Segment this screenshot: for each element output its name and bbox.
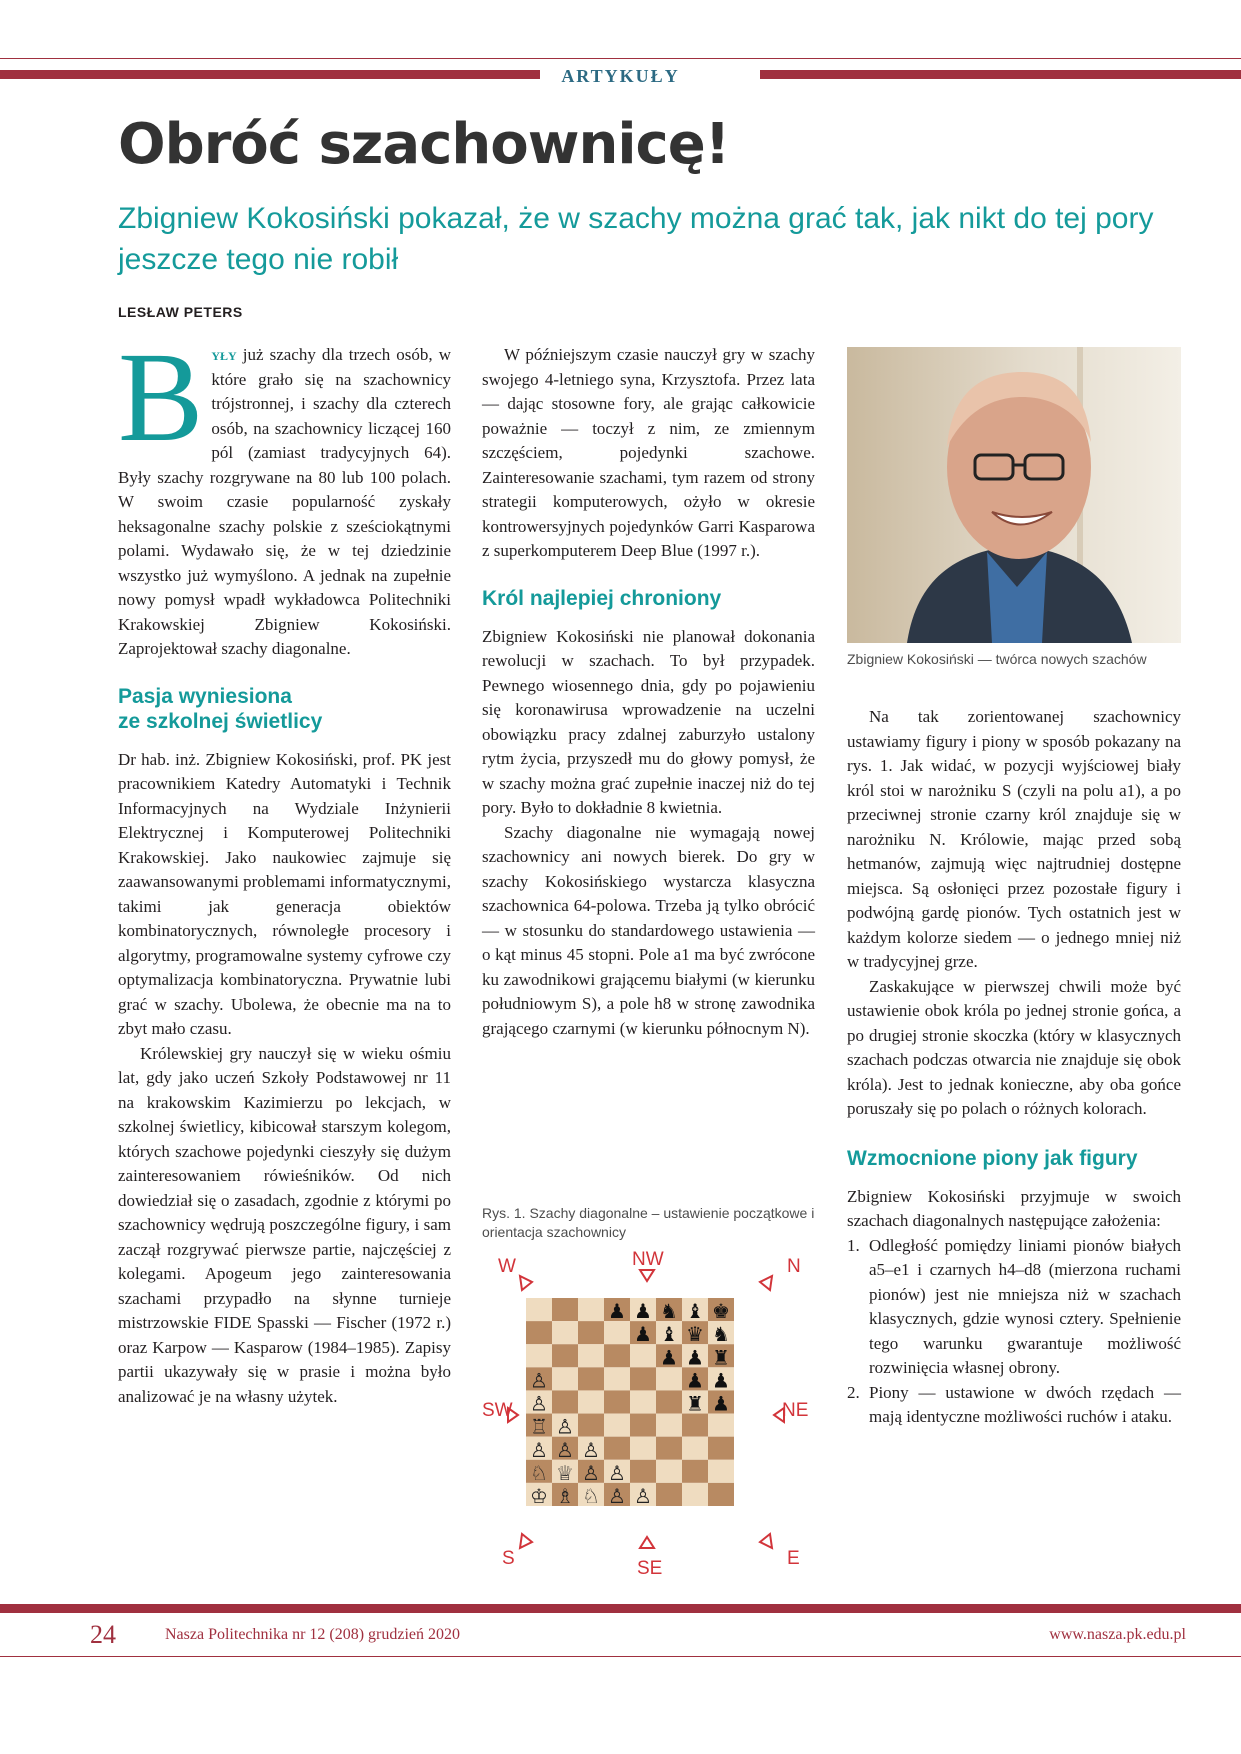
board-square	[630, 1390, 656, 1413]
chess-piece: ♟	[634, 1322, 652, 1347]
lead-paragraph	[118, 326, 452, 662]
board-square	[682, 1414, 708, 1437]
label-w: W	[498, 1256, 516, 1277]
chess-diagram-svg	[482, 1248, 815, 1583]
figure-caption: Rys. 1. Szachy diagonalne – ustawienie początkowe i orientacja szachownicy	[482, 1205, 815, 1240]
chess-piece: ♕	[556, 1460, 574, 1485]
chess-piece: ♞	[712, 1322, 730, 1347]
board-square	[656, 1414, 682, 1437]
board-square	[552, 1298, 578, 1321]
board-square	[708, 1460, 734, 1483]
chess-piece: ♛	[686, 1322, 704, 1347]
board-square	[578, 1390, 604, 1413]
chess-piece: ♙	[530, 1391, 548, 1416]
board-square	[604, 1321, 630, 1344]
arrow-icon	[760, 1276, 772, 1290]
chess-piece: ♚	[712, 1299, 730, 1324]
board-square	[604, 1437, 630, 1460]
board-square	[630, 1367, 656, 1390]
chess-piece: ♜	[686, 1391, 704, 1416]
chess-piece: ♞	[660, 1299, 678, 1324]
board-square	[682, 1437, 708, 1460]
board-square	[578, 1414, 604, 1437]
chess-piece: ♙	[556, 1437, 574, 1462]
chess-piece: ♙	[556, 1414, 574, 1439]
board-square	[604, 1414, 630, 1437]
chess-piece: ♘	[530, 1460, 548, 1485]
chess-piece: ♙	[608, 1460, 626, 1485]
subheading-krol: Król najlepiej chroniony	[482, 586, 722, 610]
assumptions-list	[847, 1234, 1181, 1430]
subheading-piony: Wzmocnione piony jak figury	[847, 1146, 1138, 1170]
header-rule-top	[0, 58, 1241, 59]
column-3	[847, 705, 1181, 1430]
dropcap: B	[118, 326, 204, 468]
page-number: 24	[90, 1620, 116, 1649]
board-square	[578, 1298, 604, 1321]
chess-piece: ♟	[634, 1299, 652, 1324]
board-square	[708, 1414, 734, 1437]
board-square	[630, 1437, 656, 1460]
article-author: LESŁAW PETERS	[118, 304, 243, 320]
chess-diagram	[482, 1248, 815, 1583]
chess-piece: ♙	[608, 1484, 626, 1508]
chess-piece: ♙	[582, 1460, 600, 1485]
arrow-icon	[640, 1270, 654, 1281]
label-sw: SW	[482, 1400, 513, 1421]
board-square	[552, 1344, 578, 1367]
arrow-icon	[520, 1534, 532, 1548]
lead-smallcaps: yły	[211, 345, 237, 364]
chess-piece: ♖	[530, 1414, 548, 1439]
chess-piece: ♟	[686, 1345, 704, 1370]
list-item: 2. Piony — ustawione w dwóch rzędach — mają identyczne możliwości ruchów i ataku.	[847, 1382, 1181, 1426]
label-e: E	[787, 1548, 800, 1569]
board-square	[656, 1390, 682, 1413]
column-1	[118, 326, 452, 1409]
section-label: ARTYKUŁY	[561, 66, 680, 86]
board-square	[656, 1367, 682, 1390]
article-subtitle: Zbigniew Kokosiński pokazał, że w szachy można grać tak, jak nikt do tej pory jeszcze tego nie robił	[118, 202, 1154, 276]
photo-caption: Zbigniew Kokosiński — twórca nowych szachów	[847, 651, 1147, 667]
board-square	[552, 1321, 578, 1344]
board-square	[578, 1344, 604, 1367]
portrait-image	[847, 347, 1181, 643]
board-square	[552, 1390, 578, 1413]
paragraph: W późniejszym czasie nauczył gry w szachy swojego 4-letniego syna, Krzysztofa. Przez lata — dając stosowne fory, ale grając całkowicie poważnie — toczył z nim, ze zmiennym szczęściem, pojedynki szachowe. Zainteresowanie szachami, tym razem od strony strategii komputerowych, ożyło w okresie kontrowersyjnych pojedynków Garri Kasparowa z superkomputerem Deep Blue (1997 r.).	[482, 345, 815, 560]
label-nw: NW	[632, 1249, 664, 1270]
paragraph: Zaskakujące w pierwszej chwili może być ustawienie obok króla po jednej stronie gońca, a po drugiej stronie skoczka (który w klasycznych szachach podczas otwarcia nie znajduje się obok króla). Jest to jednak konieczne, aby oba gońce poruszały się po polach o różnych kolorach.	[847, 976, 1181, 1118]
chess-piece: ♙	[530, 1437, 548, 1462]
chess-piece: ♘	[582, 1484, 600, 1508]
arrow-icon	[520, 1276, 532, 1290]
board-square	[630, 1344, 656, 1367]
paragraph: Dr hab. inż. Zbigniew Kokosiński, prof. PK jest pracownikiem Katedry Automatyki i Technik Informacyjnych na Wydziale Inżynierii Elektrycznej i Komputerowej Politechniki Krakowskiej. Jako naukowiec zajmuje się zaawansowanymi problemami informatycznymi, takimi jak generacja obiektów kombinatorycznych, równoległe procesory i algorytmy, programowalne systemy cyfrowe czy optymalizacja kombinatoryczna. Prywatnie lubi grać w szachy. Ubolewa, że obecnie ma na to zbyt mało czasu.	[118, 749, 451, 1038]
label-n: N	[787, 1256, 801, 1277]
footer-rule	[0, 1656, 1241, 1657]
publication-info: Nasza Politechnika nr 12 (208) grudzień 2020	[165, 1626, 461, 1643]
list-item: 1. Odległość pomiędzy liniami pionów białych a5–e1 i czarnych h4–d8 (mierzona ruchami pionów) jest nie mniejsza niż w szachach klasycznych, gdzie wynosi cztery. Spełnienie tego warunku gwarantuje możliwość rozwinięcia własnej obrony.	[847, 1235, 1181, 1377]
chess-piece: ♗	[556, 1484, 574, 1508]
board-square	[604, 1367, 630, 1390]
chess-piece: ♟	[686, 1368, 704, 1393]
footer-url: www.nasza.pk.edu.pl	[1049, 1626, 1186, 1643]
lead-text: już szachy dla trzech osób, w które grało się na szachownicy trójstronnej, i szachy dla czterech osób, na szachownicy liczącej 160 pól (zamiast tradycyjnych 64). Były szachy rozgrywane na 80 lub 100 polach. W swoim czasie popularność zyskały heksagonalne szachy polskie z sześciokątnymi polami. Wydawało się, że w tej dziedzinie wszystko już wymyślono. A jednak na zupełnie nowy pomysł wpadł wykładowca Politechniki Krakowskiej Zbigniew Kokosiński. Zaprojektował szachy diagonalne.	[118, 345, 452, 658]
board-square	[656, 1483, 682, 1506]
board-square	[578, 1321, 604, 1344]
chess-piece: ♔	[530, 1484, 548, 1508]
subheading-pasja: Pasja wyniesiona ze szkolnej świetlicy	[118, 684, 323, 733]
chess-piece: ♝	[686, 1299, 704, 1324]
chess-piece: ♙	[634, 1484, 652, 1508]
paragraph: Zbigniew Kokosiński przyjmuje w swoich szachach diagonalnych następujące założenia:	[847, 1186, 1181, 1230]
board-square	[552, 1367, 578, 1390]
chess-piece: ♟	[660, 1345, 678, 1370]
chess-piece: ♟	[712, 1391, 730, 1416]
board-square	[630, 1414, 656, 1437]
label-s: S	[502, 1548, 515, 1569]
chess-piece: ♙	[582, 1437, 600, 1462]
paragraph: Szachy diagonalne nie wymagają nowej szachownicy ani nowych bierek. Do gry w szachy Kokosińskiego wystarcza klasyczna szachownica 64-polowa. Trzeba ją tylko obrócić — w stosunku do standardowego ustawienia — o kąt minus 45 stopni. Pole a1 ma być zwrócone ku zawodnikowi grającemu białymi (w kierunku południowym S), a pole h8 w stronę zawodnika grającego czarnymi (w kierunku północnym N).	[482, 822, 815, 1038]
board-square	[526, 1321, 552, 1344]
article-title: Obróć szachownicę!	[118, 112, 730, 177]
chess-piece: ♟	[608, 1299, 626, 1324]
author-photo	[847, 347, 1181, 643]
board-square	[708, 1483, 734, 1506]
arrow-icon	[640, 1537, 654, 1548]
label-se: SE	[637, 1558, 663, 1579]
board-square	[682, 1483, 708, 1506]
board-square	[708, 1437, 734, 1460]
label-ne: NE	[782, 1400, 809, 1421]
board-square	[526, 1344, 552, 1367]
board-square	[682, 1460, 708, 1483]
paragraph: Na tak zorientowanej szachownicy ustawiamy figury i piony w sposób pokazany na rys. 1. Jak widać, w pozycji wyjściowej biały król stoi w narożniku S (czyli na polu a1), a po przeciwnej stronie czarny król znajduje się w narożniku N. Królowie, mając przed sobą hetmanów, zajmują więc najtrudniej dostępne miejsca. Są osłonięci przez pozostałe figury i podwójną gardę pionów. Tych ostatnich jest w każdym kolorze siedem — o jednego mniej niż w tradycyjnej grze.	[847, 707, 1181, 971]
chess-piece: ♝	[660, 1322, 678, 1347]
chess-piece: ♙	[530, 1368, 548, 1393]
board-square	[604, 1390, 630, 1413]
board-square	[630, 1460, 656, 1483]
column-2	[482, 343, 815, 1041]
paragraph: Królewskiej gry nauczył się w wieku ośmiu lat, gdy jako uczeń Szkoły Podstawowej nr 11 na krakowskim Kazimierzu po lekcjach, w szkolnej świetlicy, kibicował starszym kolegom, których szachowe pojedynki cieszyły się dużym zainteresowaniem rówieśników. Od nich dowiedział się o zasadach, zgodnie z którymi po szachownicy wędrują poszczególne figury, i sam zaczął rozgrywać pierwsze partie, najczęściej z kolegami. Apogeum jego zainteresowania szachami przypadło na słynne turnieje mistrzowskie FIDE Spasski — Fischer (1972 r.) oraz Karpow — Kasparow (1984–1985). Zapisy partii ukazywały się w prasie i można było analizować je na własny użytek.	[118, 1043, 451, 1406]
chess-piece: ♜	[712, 1345, 730, 1370]
board-square	[656, 1437, 682, 1460]
arrow-icon	[760, 1534, 772, 1548]
board-square	[656, 1460, 682, 1483]
board-square	[578, 1367, 604, 1390]
paragraph: Zbigniew Kokosiński nie planował dokonania rewolucji w szachach. To był przypadek. Pewnego wiosennego dnia, gdy po pojawieniu się koronawirusa wprowadzenie na uczelni obowiązku pracy zdalnej zaburzyło ustalony rytm życia, przyszedł mu do głowy pomysł, że w szachy można grać zupełnie inaczej niż do tej pory. Było to dokładnie 8 kwietnia.	[482, 626, 815, 817]
footer-bar	[0, 1604, 1241, 1613]
board-square	[604, 1344, 630, 1367]
board-square	[526, 1298, 552, 1321]
chess-piece: ♟	[712, 1368, 730, 1393]
